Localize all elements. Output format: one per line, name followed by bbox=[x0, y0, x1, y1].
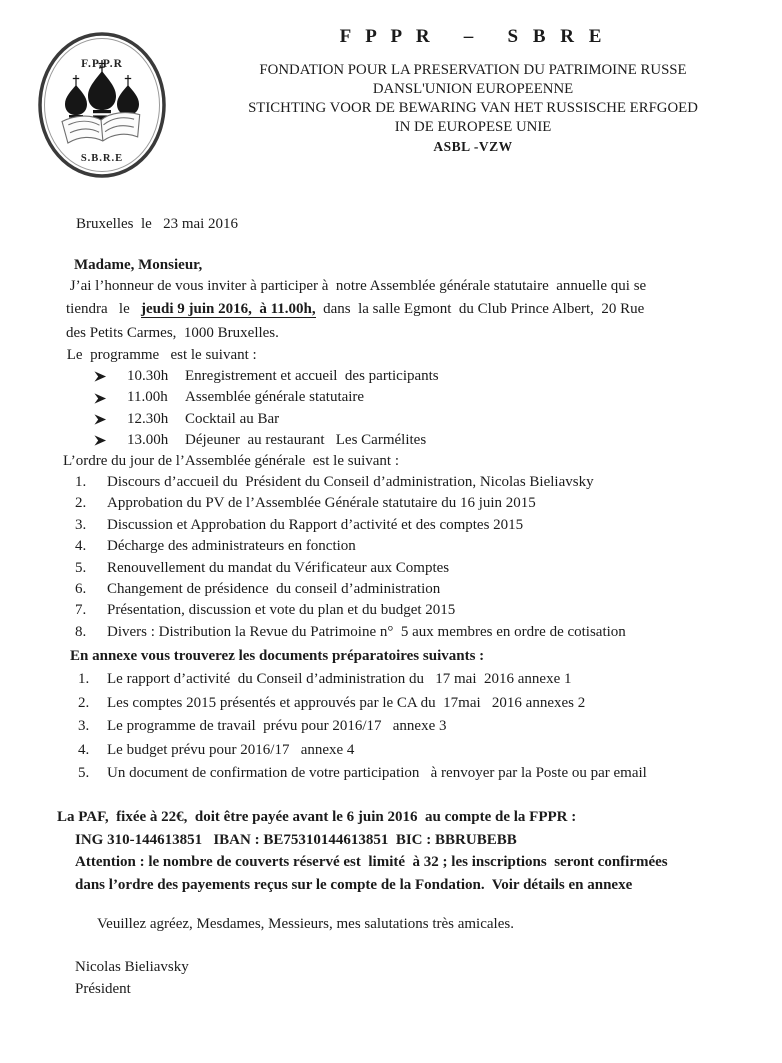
agenda-item bbox=[75, 579, 782, 600]
arrow-bullet-icon bbox=[93, 413, 108, 426]
program-item bbox=[93, 430, 782, 451]
agenda-item-number: 6. bbox=[75, 581, 87, 598]
intro-line bbox=[66, 298, 774, 321]
annex-item-number: 2. bbox=[78, 694, 90, 711]
agenda-item bbox=[75, 515, 782, 536]
agenda-item-text: Renouvellement du mandat du Vérificateur aux Comptes bbox=[107, 559, 450, 576]
agenda-item bbox=[75, 536, 782, 557]
program-item bbox=[93, 366, 782, 387]
logo-fppr-text: F.P.P.R bbox=[81, 58, 123, 70]
agenda-item-number: 3. bbox=[75, 516, 87, 533]
program-label: Enregistrement et accueil des participants bbox=[185, 368, 439, 385]
signature-name: Nicolas Bieliavsky bbox=[75, 958, 189, 975]
program-time: 12.30h bbox=[127, 410, 169, 427]
agenda-item bbox=[75, 472, 782, 493]
intro-line: J’ai l’honneur de vous inviter à participer à notre Assemblée générale statutaire annuelle qui se bbox=[66, 278, 647, 294]
agenda-item-number: 4. bbox=[75, 538, 87, 555]
fppr-logo bbox=[36, 30, 168, 180]
annex-item bbox=[78, 739, 782, 762]
intro-line-post: dans la salle Egmont du Club Prince Albert, 20 Rue bbox=[315, 301, 645, 318]
program-time: 10.30h bbox=[127, 368, 169, 385]
annex-item-text: Un document de confirmation de votre participation à renvoyer par la Poste ou par email bbox=[107, 764, 647, 781]
annex-item bbox=[78, 692, 782, 715]
agenda-item-number: 2. bbox=[75, 495, 87, 512]
org-name-line-nl-2: IN DE EUROPESE UNIE bbox=[394, 119, 552, 135]
agenda-item-text: Divers : Distribution la Revue du Patrimoine n° 5 aux membres en ordre de cotisation bbox=[107, 623, 626, 640]
annex-item-text: Le budget prévu pour 2016/17 annexe 4 bbox=[107, 741, 355, 758]
agenda-item-number: 8. bbox=[75, 623, 87, 640]
intro-paragraph bbox=[66, 275, 774, 345]
org-name-line-fr-1: FONDATION POUR LA PRESERVATION DU PATRIMOINE RUSSE bbox=[259, 62, 687, 78]
org-name-line-nl-1: STICHTING VOOR DE BEWARING VAN HET RUSSISCHE ERFGOED bbox=[248, 100, 698, 116]
payment-warning-line: Attention : le nombre de couverts réservé est limité à 32 ; les inscriptions seront confirmées bbox=[75, 854, 668, 871]
program-label: Cocktail au Bar bbox=[185, 410, 280, 427]
annex-item-number: 1. bbox=[78, 671, 90, 688]
agenda-item bbox=[75, 622, 782, 643]
salutation: Madame, Monsieur, bbox=[74, 257, 203, 273]
arrow-bullet-icon bbox=[93, 392, 108, 405]
annex-intro: En annexe vous trouverez les documents préparatoires suivants : bbox=[70, 648, 485, 665]
agenda-item-text: Décharge des administrateurs en fonction bbox=[107, 538, 356, 555]
arrow-bullet-icon bbox=[93, 434, 108, 447]
letterhead-text bbox=[168, 26, 778, 155]
arrow-bullet-icon bbox=[93, 370, 108, 383]
agenda-item-text: Discours d’accueil du Président du Conseil d’administration, Nicolas Bieliavsky bbox=[107, 474, 594, 491]
agenda-list bbox=[0, 472, 782, 643]
agenda-intro: L’ordre du jour de l’Assemblée générale est le suivant : bbox=[63, 453, 400, 470]
annex-item-number: 5. bbox=[78, 764, 90, 781]
program-time: 13.00h bbox=[127, 431, 169, 448]
agenda-item-text: Présentation, discussion et vote du plan et du budget 2015 bbox=[107, 602, 456, 619]
intro-line-pre: tiendra le bbox=[66, 301, 141, 318]
program-item bbox=[93, 409, 782, 430]
org-acronym-title: F P P R – S B R E bbox=[339, 26, 607, 47]
annex-item-number: 3. bbox=[78, 718, 90, 735]
logo-sbre-text: S.B.R.E bbox=[80, 153, 124, 164]
org-name-line-fr-2: DANSL'UNION EUROPEENNE bbox=[372, 81, 574, 97]
signature-title: Président bbox=[75, 980, 131, 997]
agenda-item-number: 1. bbox=[75, 474, 87, 491]
agenda-item-text: Changement de présidence du conseil d’administration bbox=[107, 581, 441, 598]
annex-item-text: Le rapport d’activité du Conseil d’administration du 17 mai 2016 annexe 1 bbox=[107, 671, 572, 688]
agenda-item-number: 7. bbox=[75, 602, 87, 619]
org-name-lines bbox=[168, 61, 778, 137]
annex-item bbox=[78, 715, 782, 738]
annex-item-text: Les comptes 2015 présentés et approuvés par le CA du 17mai 2016 annexes 2 bbox=[107, 694, 586, 711]
agenda-item-number: 5. bbox=[75, 559, 87, 576]
program-intro: Le programme est le suivant : bbox=[63, 347, 257, 364]
annex-list bbox=[0, 668, 782, 785]
program-item bbox=[93, 387, 782, 408]
annex-item bbox=[78, 762, 782, 785]
program-label: Déjeuner au restaurant Les Carmélites bbox=[185, 431, 427, 448]
payment-warning-line: dans l’ordre des payements reçus sur le compte de la Fondation. Voir détails en annexe bbox=[75, 876, 633, 893]
meeting-date-highlight: jeudi 9 juin 2016, à 11.00h, bbox=[140, 301, 316, 318]
agenda-item bbox=[75, 600, 782, 621]
legal-form-label: ASBL -VZW bbox=[433, 139, 513, 154]
annex-item-number: 4. bbox=[78, 741, 90, 758]
signature-block bbox=[75, 956, 782, 1000]
program-list bbox=[0, 366, 782, 451]
closing-salutation: Veuillez agréez, Mesdames, Messieurs, mes salutations très amicales. bbox=[97, 915, 514, 932]
program-time: 11.00h bbox=[127, 389, 168, 406]
program-label: Assemblée générale statutaire bbox=[185, 389, 365, 406]
agenda-item bbox=[75, 558, 782, 579]
agenda-item bbox=[75, 493, 782, 514]
dateline: Bruxelles le 23 mai 2016 bbox=[76, 216, 239, 232]
payment-amount-line: La PAF, fixée à 22€, doit être payée avant le 6 juin 2016 au compte de la FPPR : bbox=[57, 809, 577, 826]
intro-line: des Petits Carmes, 1000 Bruxelles. bbox=[66, 324, 279, 341]
bank-account-line: ING 310-144613851 IBAN : BE75310144613851 BIC : BBRUBEBB bbox=[75, 831, 517, 848]
agenda-item-text: Discussion et Approbation du Rapport d’activité et des comptes 2015 bbox=[107, 516, 524, 533]
agenda-item-text: Approbation du PV de l’Assemblée Générale statutaire du 16 juin 2015 bbox=[107, 495, 536, 512]
annex-item-text: Le programme de travail prévu pour 2016/17 annexe 3 bbox=[107, 718, 447, 735]
letterhead bbox=[0, 0, 782, 183]
annex-item bbox=[78, 668, 782, 691]
payment-info bbox=[0, 806, 782, 896]
